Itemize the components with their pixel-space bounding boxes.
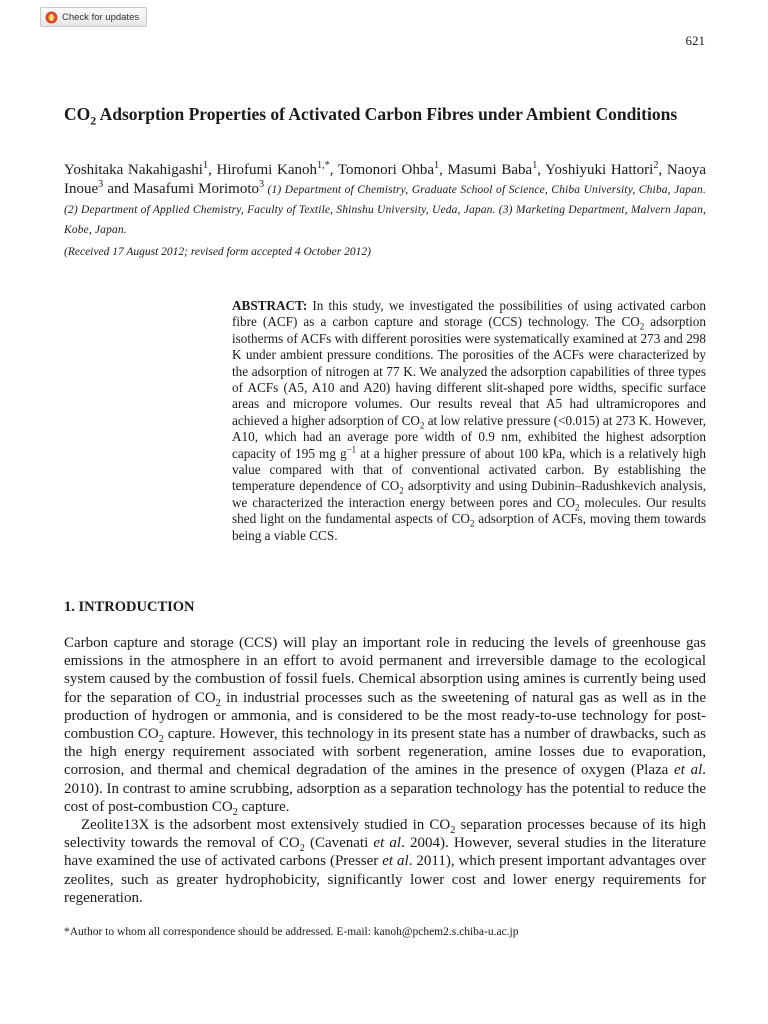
section-heading-introduction: 1. INTRODUCTION xyxy=(64,599,195,615)
affiliations: (1) Department of Chemistry, Graduate School of Science, Chiba University, Chiba, Japan. (2) Department of Applied Chemistry, Faculty of Textile, Shinshu University, Ueda, Japan. (3) Marketing Department, Malvern Japan, Kobe, Japan. xyxy=(64,184,706,236)
introduction-body xyxy=(64,634,706,907)
received-dates: (Received 17 August 2012; revised form accepted 4 October 2012) xyxy=(64,246,371,258)
paragraph: Zeolite13X is the adsorbent most extensively studied in $CO_2$ separation processes because of its high selectivity towards the removal of $CO_2$ (Cavenati et al. 2004). However, several studies in the literature have examined the use of activated carbons (Presser et al. 2011), which present important advantages over zeolites, such as greater hydrophobicity, significantly lower cost and lower energy requirements for regeneration. xyxy=(64,817,706,906)
check-for-updates-button[interactable] xyxy=(40,7,147,27)
check-for-updates-label: Check for updates xyxy=(62,11,140,23)
abstract-label: ABSTRACT: xyxy=(232,298,308,313)
author-list: Yoshitaka Nakahigashi$^1$, Hirofumi Kanoh$^{1,*}$, Tomonori Ohba$^1$, Masumi Baba$^1$, Yoshiyuki Hattori$^2$, Naoya Inoue$^3$ and Masafumi Morimoto$^3$ (1) Department of Chemistry, Graduate School of Science, Chiba University, Chiba, Japan. (2) Department of Applied Chemistry, Faculty of Textile, Shinshu University, Ueda, Japan. (3) Marketing Department, Malvern Japan, Kobe, Japan. xyxy=(64,160,706,236)
paragraph: Carbon capture and storage (CCS) will play an important role in reducing the levels of greenhouse gas emissions in the atmosphere in an effort to avoid permanent and irreversible damage to the ecological system caused by the combustion of fossil fuels. Chemical absorption using amines is currently being used for the separation of $CO_2$ in industrial processes such as the sweetening of natural gas as well as in the production of hydrogen or ammonia, and is considered to be the most ready-to-use technology for post-combustion $CO_2$ capture. However, this technology in its present state has a number of drawbacks, such as the high energy requirement associated with sorbent regeneration, amine losses due to evaporation, corrosion, and thermal and chemical degradation of the amines in the presence of oxygen (Plaza et al. 2010). In contrast to amine scrubbing, adsorption as a separation technology has the potential to reduce the cost of post-combustion $CO_2$ capture. xyxy=(64,635,706,818)
corresponding-author-footnote: *Author to whom all correspondence should be addressed. E-mail: kanoh@pchem2.s.chiba-u.ac.jp xyxy=(64,926,519,938)
page-number: 621 xyxy=(685,33,705,48)
abstract: ABSTRACT: In this study, we investigated the possibilities of using activated carbon fibre (ACF) as a carbon capture and storage (CCS) technology. The $CO_2$ adsorption isotherms of ACFs with different porosities were systematically examined at 273 and 298 K under ambient pressure conditions. The porosities of the ACFs were characterized by the adsorption of nitrogen at 77 K. We analyzed the adsorption capabilities of three types of ACFs (A5, A10 and A20) having different slit-shaped pore widths, specific surface areas and micropore volumes. Our results reveal that A5 had ultramicropores and achieved a higher adsorption of $CO_2$ at low relative pressure (<0.015) at 273 K. However, A10, which had an average pore width of 0.9 nm, exhibited the highest adsorption capacity of 195 mg $g^{-1}$ at a higher pressure of about 100 kPa, which is a relatively high value compared with that of conventional activated carbon. By establishing the temperature dependence of $CO_2$ adsorptivity and using Dubinin–Radushkevich analysis, we characterized the interaction energy between pores and $CO_2$ molecules. Our results shed light on the fundamental aspects of $CO_2$ adsorption of ACFs, moving them towards being a viable CCS. xyxy=(232,298,707,543)
update-icon xyxy=(45,11,58,24)
paper-title: $CO_2$ Adsorption Properties of Activated Carbon Fibres under Ambient Conditions xyxy=(64,104,678,128)
